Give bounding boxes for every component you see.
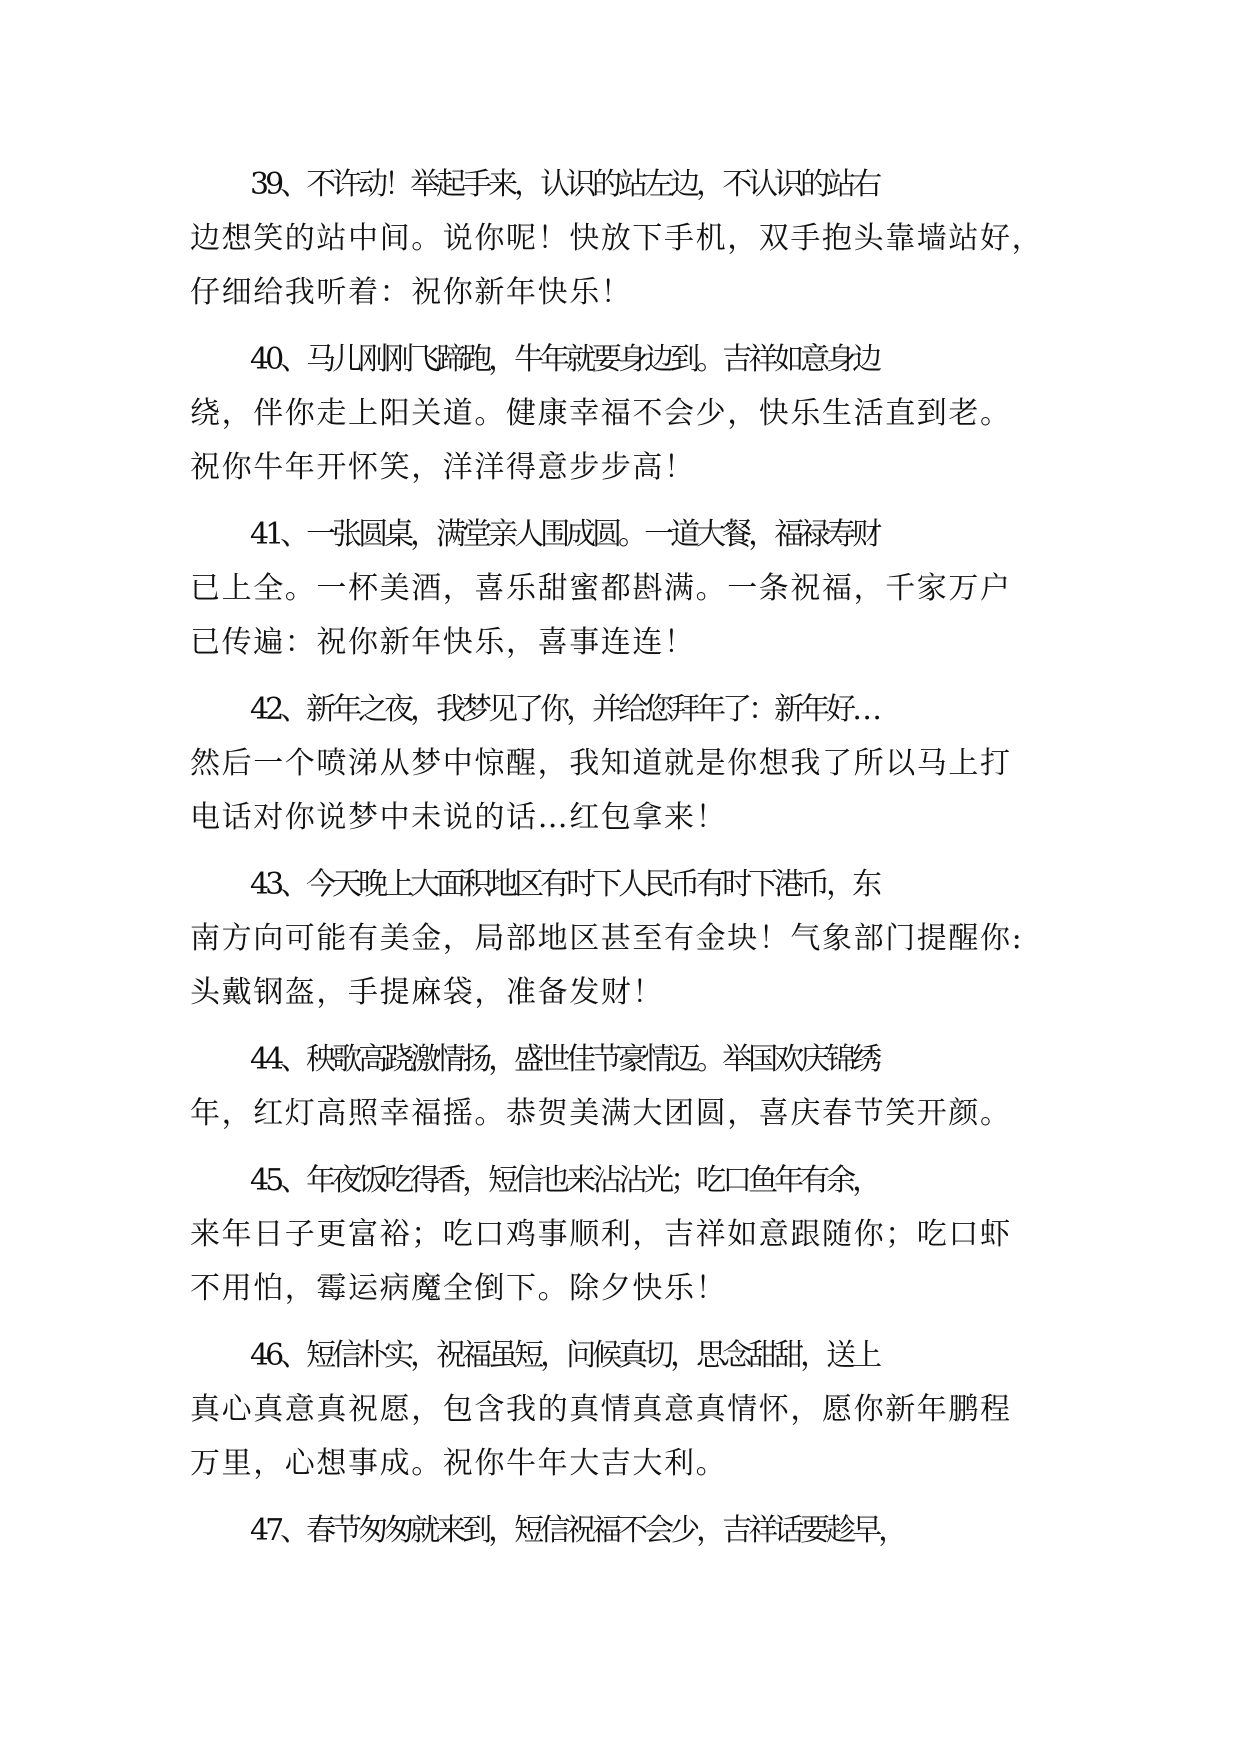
- paragraph: [190, 508, 1062, 670]
- paragraph: [190, 1033, 1062, 1141]
- paragraph: [190, 1329, 1062, 1491]
- text-line: 已上全。一杯美酒，喜乐甜蜜都斟满。一条祝福，千家万户: [190, 571, 1012, 606]
- text-line: 44、秧歌高跷激情扬，盛世佳节豪情迈。举国欢庆锦绣: [250, 1042, 879, 1077]
- text-line: 43、今天晚上大面积地区有时下人民币有时下港币，东: [250, 867, 879, 902]
- paragraph: [190, 1504, 1062, 1558]
- text-line: 南方向可能有美金，局部地区甚至有金块！气象部门提醒你:: [190, 921, 1024, 956]
- text-line: 不用怕，霉运病魔全倒下。除夕快乐！: [190, 1271, 728, 1306]
- text-line: 万里，心想事成。祝你牛年大吉大利。: [190, 1446, 728, 1481]
- text-line: 47、春节匆匆就来到，短信祝福不会少，吉祥话要趁早，: [250, 1513, 905, 1548]
- text-line: 年，红灯高照幸福摇。恭贺美满大团圆，喜庆春节笑开颜。: [190, 1096, 1012, 1131]
- paragraph: [190, 1154, 1062, 1316]
- text-line: 来年日子更富裕；吃口鸡事顺利，吉祥如意跟随你；吃口虾: [190, 1217, 1012, 1252]
- text-line: 已传遍：祝你新年快乐，喜事连连！: [190, 625, 696, 660]
- text-line: 祝你牛年开怀笑，洋洋得意步步高！: [190, 450, 696, 485]
- paragraph: [190, 683, 1062, 845]
- text-line: 46、短信朴实，祝福虽短，问候真切，思念甜甜，送上: [250, 1338, 879, 1373]
- text-line: 然后一个喷涕从梦中惊醒，我知道就是你想我了所以马上打: [190, 746, 1012, 781]
- text-line: 电话对你说梦中未说的话…红包拿来！: [190, 800, 728, 835]
- text-line: 42、新年之夜，我梦见了你，并给您拜年了：新年好…: [250, 692, 879, 727]
- text-line: 41、一张圆桌，满堂亲人围成圆。一道大餐，福禄寿财: [250, 517, 879, 552]
- paragraph: [190, 158, 1062, 320]
- document-body: [190, 158, 1062, 1571]
- text-line: 头戴钢盔，手提麻袋，准备发财！: [190, 975, 664, 1010]
- text-line: 绕，伴你走上阳关道。健康幸福不会少，快乐生活直到老。: [190, 396, 1012, 431]
- paragraph: [190, 858, 1062, 1020]
- text-line: 39、不许动！举起手来，认识的站左边，不认识的站右: [250, 167, 879, 202]
- text-line: 45、年夜饭吃得香，短信也来沾沾光；吃口鱼年有余，: [250, 1163, 879, 1198]
- paragraph: [190, 333, 1062, 495]
- text-line: 仔细给我听着：祝你新年快乐！: [190, 275, 633, 310]
- text-line: 40、马儿刚刚飞蹄跑，牛年就要身边到。吉祥如意身边: [250, 342, 879, 377]
- text-line: 边想笑的站中间。说你呢！快放下手机，双手抱头靠墙站好，: [190, 221, 1044, 256]
- text-line: 真心真意真祝愿，包含我的真情真意真情怀，愿你新年鹏程: [190, 1392, 1012, 1427]
